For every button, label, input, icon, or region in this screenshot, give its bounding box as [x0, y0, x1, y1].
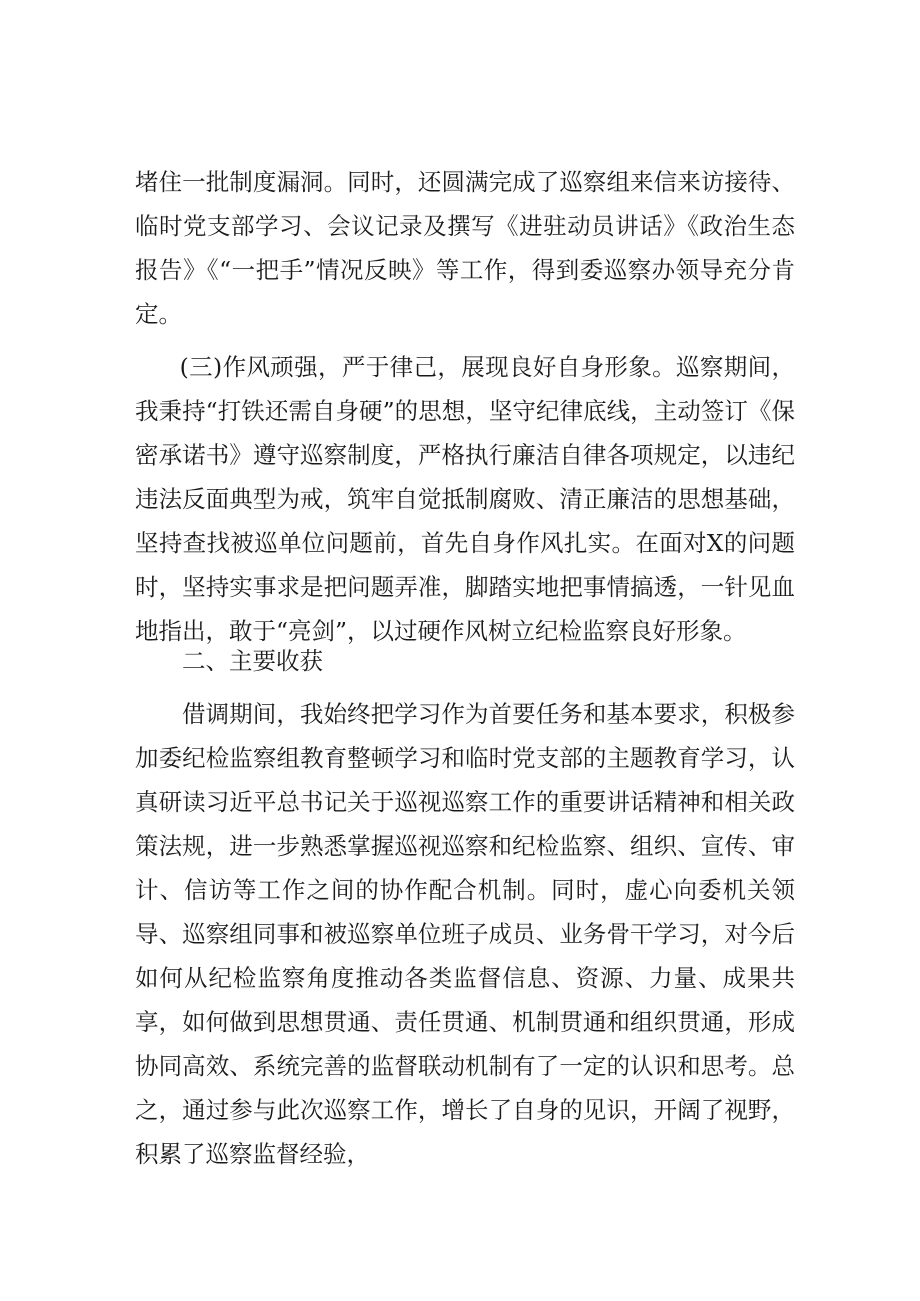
- gains-paragraph: [135, 692, 795, 1176]
- paragraph-text: 堵住一批制度漏洞。同时，还圆满完成了巡察组来信来访接待、临时党支部学习、会议记录及撰写《进驻动员讲话》《政治生态报告》《“一把手”情况反映》等工作，得到委巡察办领导充分肯定。: [135, 168, 795, 328]
- heading-text: 二、主要收获: [182, 647, 323, 675]
- paragraph-text: 借调期间，我始终把学习作为首要任务和基本要求，积极参加委纪检监察组教育整顿学习和临时党支部的主题教育学习，认真研读习近平总书记关于巡视巡察工作的重要讲话精神和相关政策法规，进一步熟悉掌握巡视巡察和纪检监察、组织、宣传、审计、信访等工作之间的协作配合机制。同时，虚心向委机关领导、巡察组同事和被巡察单位班子成员、业务骨干学习，对今后如何从纪检监察角度推动各类监督信息、资源、力量、成果共享，如何做到思想贯通、责任贯通、机制贯通和组织贯通，形成协同高效、系统完善的监督联动机制有了一定的认识和思考。总之，通过参与此次巡察工作，增长了自身的见识，开阔了视野，积累了巡察监督经验，: [135, 700, 795, 1168]
- paragraph-text: (三)作风顽强，严于律己，展现良好自身形象。巡察期间，我秉持“打铁还需自身硬”的思想，坚守纪律底线，主动签订《保密承诺书》遵守巡察制度，严格执行廉洁自律各项规定，以违纪违法反面典型为戒，筑牢自觉抵制腐败、清正廉洁的思想基础，坚持查找被巡单位问题前，首先自身作风扎实。在面对X的问题时，坚持实事求是把问题弄准，脚踏实地把事情搞透，一针见血地指出，敢于“亮剑”，以过硬作风树立纪检监察良好形象。: [135, 353, 795, 645]
- section-three-paragraph: [135, 345, 795, 653]
- continuation-paragraph: [135, 160, 795, 336]
- section-heading-main-gains: [135, 639, 795, 683]
